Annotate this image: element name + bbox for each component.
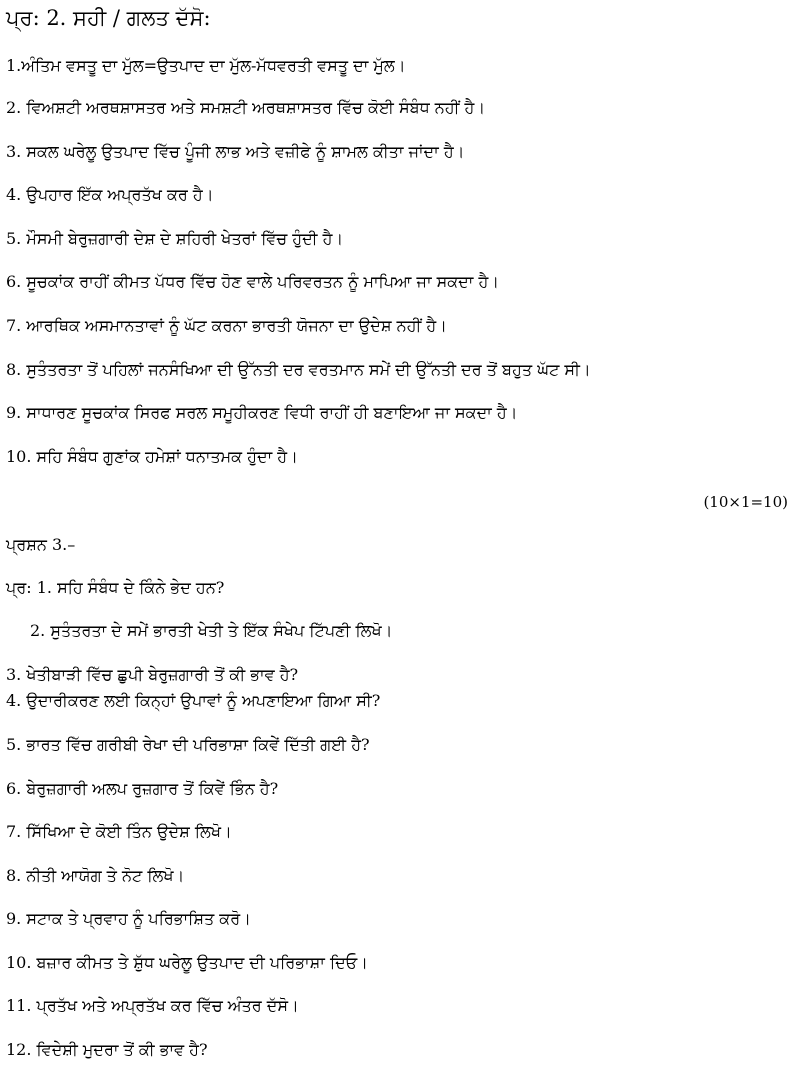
section-3-heading: ਪ੍ਰਸ਼ਨ 3.– <box>6 535 76 554</box>
marks-allocation: (10×1=10) <box>703 493 788 511</box>
short-question-8: 8. ਨੀਤੀ ਆਯੋਗ ਤੇ ਨੋਟ ਲਿਖੋ। <box>6 866 185 885</box>
true-false-item-9: 9. ਸਾਧਾਰਣ ਸੂਚਕਾਂਕ ਸਿਰਫ ਸਰਲ ਸਮੂਹੀਕਰਣ ਵਿਧੀ ਰਾਹੀਂ ਹੀ ਬਣਾਇਆ ਜਾ ਸਕਦਾ ਹੈ। <box>6 403 518 422</box>
short-question-9: 9. ਸਟਾਕ ਤੇ ਪ੍ਰਵਾਹ ਨੂੰ ਪਰਿਭਾਸ਼ਿਤ ਕਰੋ। <box>6 909 251 928</box>
short-question-7: 7. ਸਿੱਖਿਆ ਦੇ ਕੋਈ ਤਿੰਨ ਉਦੇਸ਼ ਲਿਖੋ। <box>6 822 232 841</box>
true-false-item-3: 3. ਸਕਲ ਘਰੇਲੂ ਉਤਪਾਦ ਵਿੱਚ ਪੂੰਜੀ ਲਾਭ ਅਤੇ ਵਜ਼ੀਫੇ ਨੂੰ ਸ਼ਾਮਲ ਕੀਤਾ ਜਾਂਦਾ ਹੈ। <box>6 142 465 161</box>
true-false-item-5: 5. ਮੌਸਮੀ ਬੇਰੁਜ਼ਗਾਰੀ ਦੇਸ਼ ਦੇ ਸ਼ਹਿਰੀ ਖੇਤਰਾਂ ਵਿੱਚ ਹੁੰਦੀ ਹੈ। <box>6 229 344 248</box>
short-question-6: 6. ਬੇਰੁਜ਼ਗਾਰੀ ਅਲਪ ਰੁਜ਼ਗਾਰ ਤੋਂ ਕਿਵੇਂ ਭਿੰਨ ਹੈ? <box>6 779 279 798</box>
true-false-item-6: 6. ਸੂਚਕਾਂਕ ਰਾਹੀਂ ਕੀਮਤ ਪੱਧਰ ਵਿੱਚ ਹੋਣ ਵਾਲੇ ਪਰਿਵਰਤਨ ਨੂੰ ਮਾਪਿਆ ਜਾ ਸਕਦਾ ਹੈ। <box>6 272 500 291</box>
short-question-12: 12. ਵਿਦੇਸ਼ੀ ਮੁਦਰਾ ਤੋਂ ਕੀ ਭਾਵ ਹੈ? <box>6 1040 208 1059</box>
short-question-11: 11. ਪ੍ਰਤੱਖ ਅਤੇ ਅਪ੍ਰਤੱਖ ਕਰ ਵਿੱਚ ਅੰਤਰ ਦੱਸੋ। <box>6 996 299 1015</box>
true-false-item-8: 8. ਸੁਤੰਤਰਤਾ ਤੋਂ ਪਹਿਲਾਂ ਜਨਸੰਖਿਆ ਦੀ ਉੱਨਤੀ ਦਰ ਵਰਤਮਾਨ ਸਮੇਂ ਦੀ ਉੱਨਤੀ ਦਰ ਤੋਂ ਬਹੁਤ ਘੱਟ ਸੀ। <box>6 360 591 379</box>
true-false-item-7: 7. ਆਰਥਿਕ ਅਸਮਾਨਤਾਵਾਂ ਨੂੰ ਘੱਟ ਕਰਨਾ ਭਾਰਤੀ ਯੋਜਨਾ ਦਾ ਉਦੇਸ਼ ਨਹੀਂ ਹੈ। <box>6 316 447 335</box>
short-question-5: 5. ਭਾਰਤ ਵਿੱਚ ਗਰੀਬੀ ਰੇਖਾ ਦੀ ਪਰਿਭਾਸ਼ਾ ਕਿਵੇਂ ਦਿੱਤੀ ਗਈ ਹੈ? <box>6 735 370 754</box>
true-false-item-4: 4. ਉਪਹਾਰ ਇੱਕ ਅਪ੍ਰਤੱਖ ਕਰ ਹੈ। <box>6 185 214 204</box>
true-false-item-10: 10. ਸਹਿ ਸੰਬੰਧ ਗੁਣਾਂਕ ਹਮੇਸ਼ਾਂ ਧਨਾਤਮਕ ਹੁੰਦਾ ਹੈ। <box>6 447 298 466</box>
true-false-item-1: 1.ਅੰਤਿਮ ਵਸਤੂ ਦਾ ਮੁੱਲ=ਉਤਪਾਦ ਦਾ ਮੁੱਲ-ਮੱਧਵਰਤੀ ਵਸਤੂ ਦਾ ਮੁੱਲ। <box>6 56 406 75</box>
short-question-2: 2. ਸੁਤੰਤਰਤਾ ਦੇ ਸਮੇਂ ਭਾਰਤੀ ਖੇਤੀ ਤੇ ਇੱਕ ਸੰਖੇਪ ਟਿੱਪਣੀ ਲਿਖੋ। <box>30 621 393 640</box>
short-question-1: ਪ੍ਰ: 1. ਸਹਿ ਸੰਬੰਧ ਦੇ ਕਿੰਨੇ ਭੇਦ ਹਨ? <box>6 578 225 597</box>
short-question-3: 3. ਖੇਤੀਬਾੜੀ ਵਿੱਚ ਛੁਪੀ ਬੇਰੁਜ਼ਗਾਰੀ ਤੋਂ ਕੀ ਭਾਵ ਹੈ? <box>6 665 299 684</box>
short-question-10: 10. ਬਜ਼ਾਰ ਕੀਮਤ ਤੇ ਸ਼ੁੱਧ ਘਰੇਲੂ ਉਤਪਾਦ ਦੀ ਪਰਿਭਾਸ਼ਾ ਦਿਓ। <box>6 953 368 972</box>
section-2-heading: ਪ੍ਰ: 2. ਸਹੀ / ਗਲਤ ਦੱਸੋ: <box>6 6 211 30</box>
true-false-item-2: 2. ਵਿਅਸ਼ਟੀ ਅਰਥਸ਼ਾਸਤਰ ਅਤੇ ਸਮਸ਼ਟੀ ਅਰਥਸ਼ਾਸਤਰ ਵਿੱਚ ਕੋਈ ਸੰਬੰਧ ਨਹੀਂ ਹੈ। <box>6 98 486 117</box>
short-question-4: 4. ਉਦਾਰੀਕਰਣ ਲਈ ਕਿਨ੍ਹਾਂ ਉਪਾਵਾਂ ਨੂੰ ਅਪਣਾਇਆ ਗਿਆ ਸੀ? <box>6 691 381 710</box>
